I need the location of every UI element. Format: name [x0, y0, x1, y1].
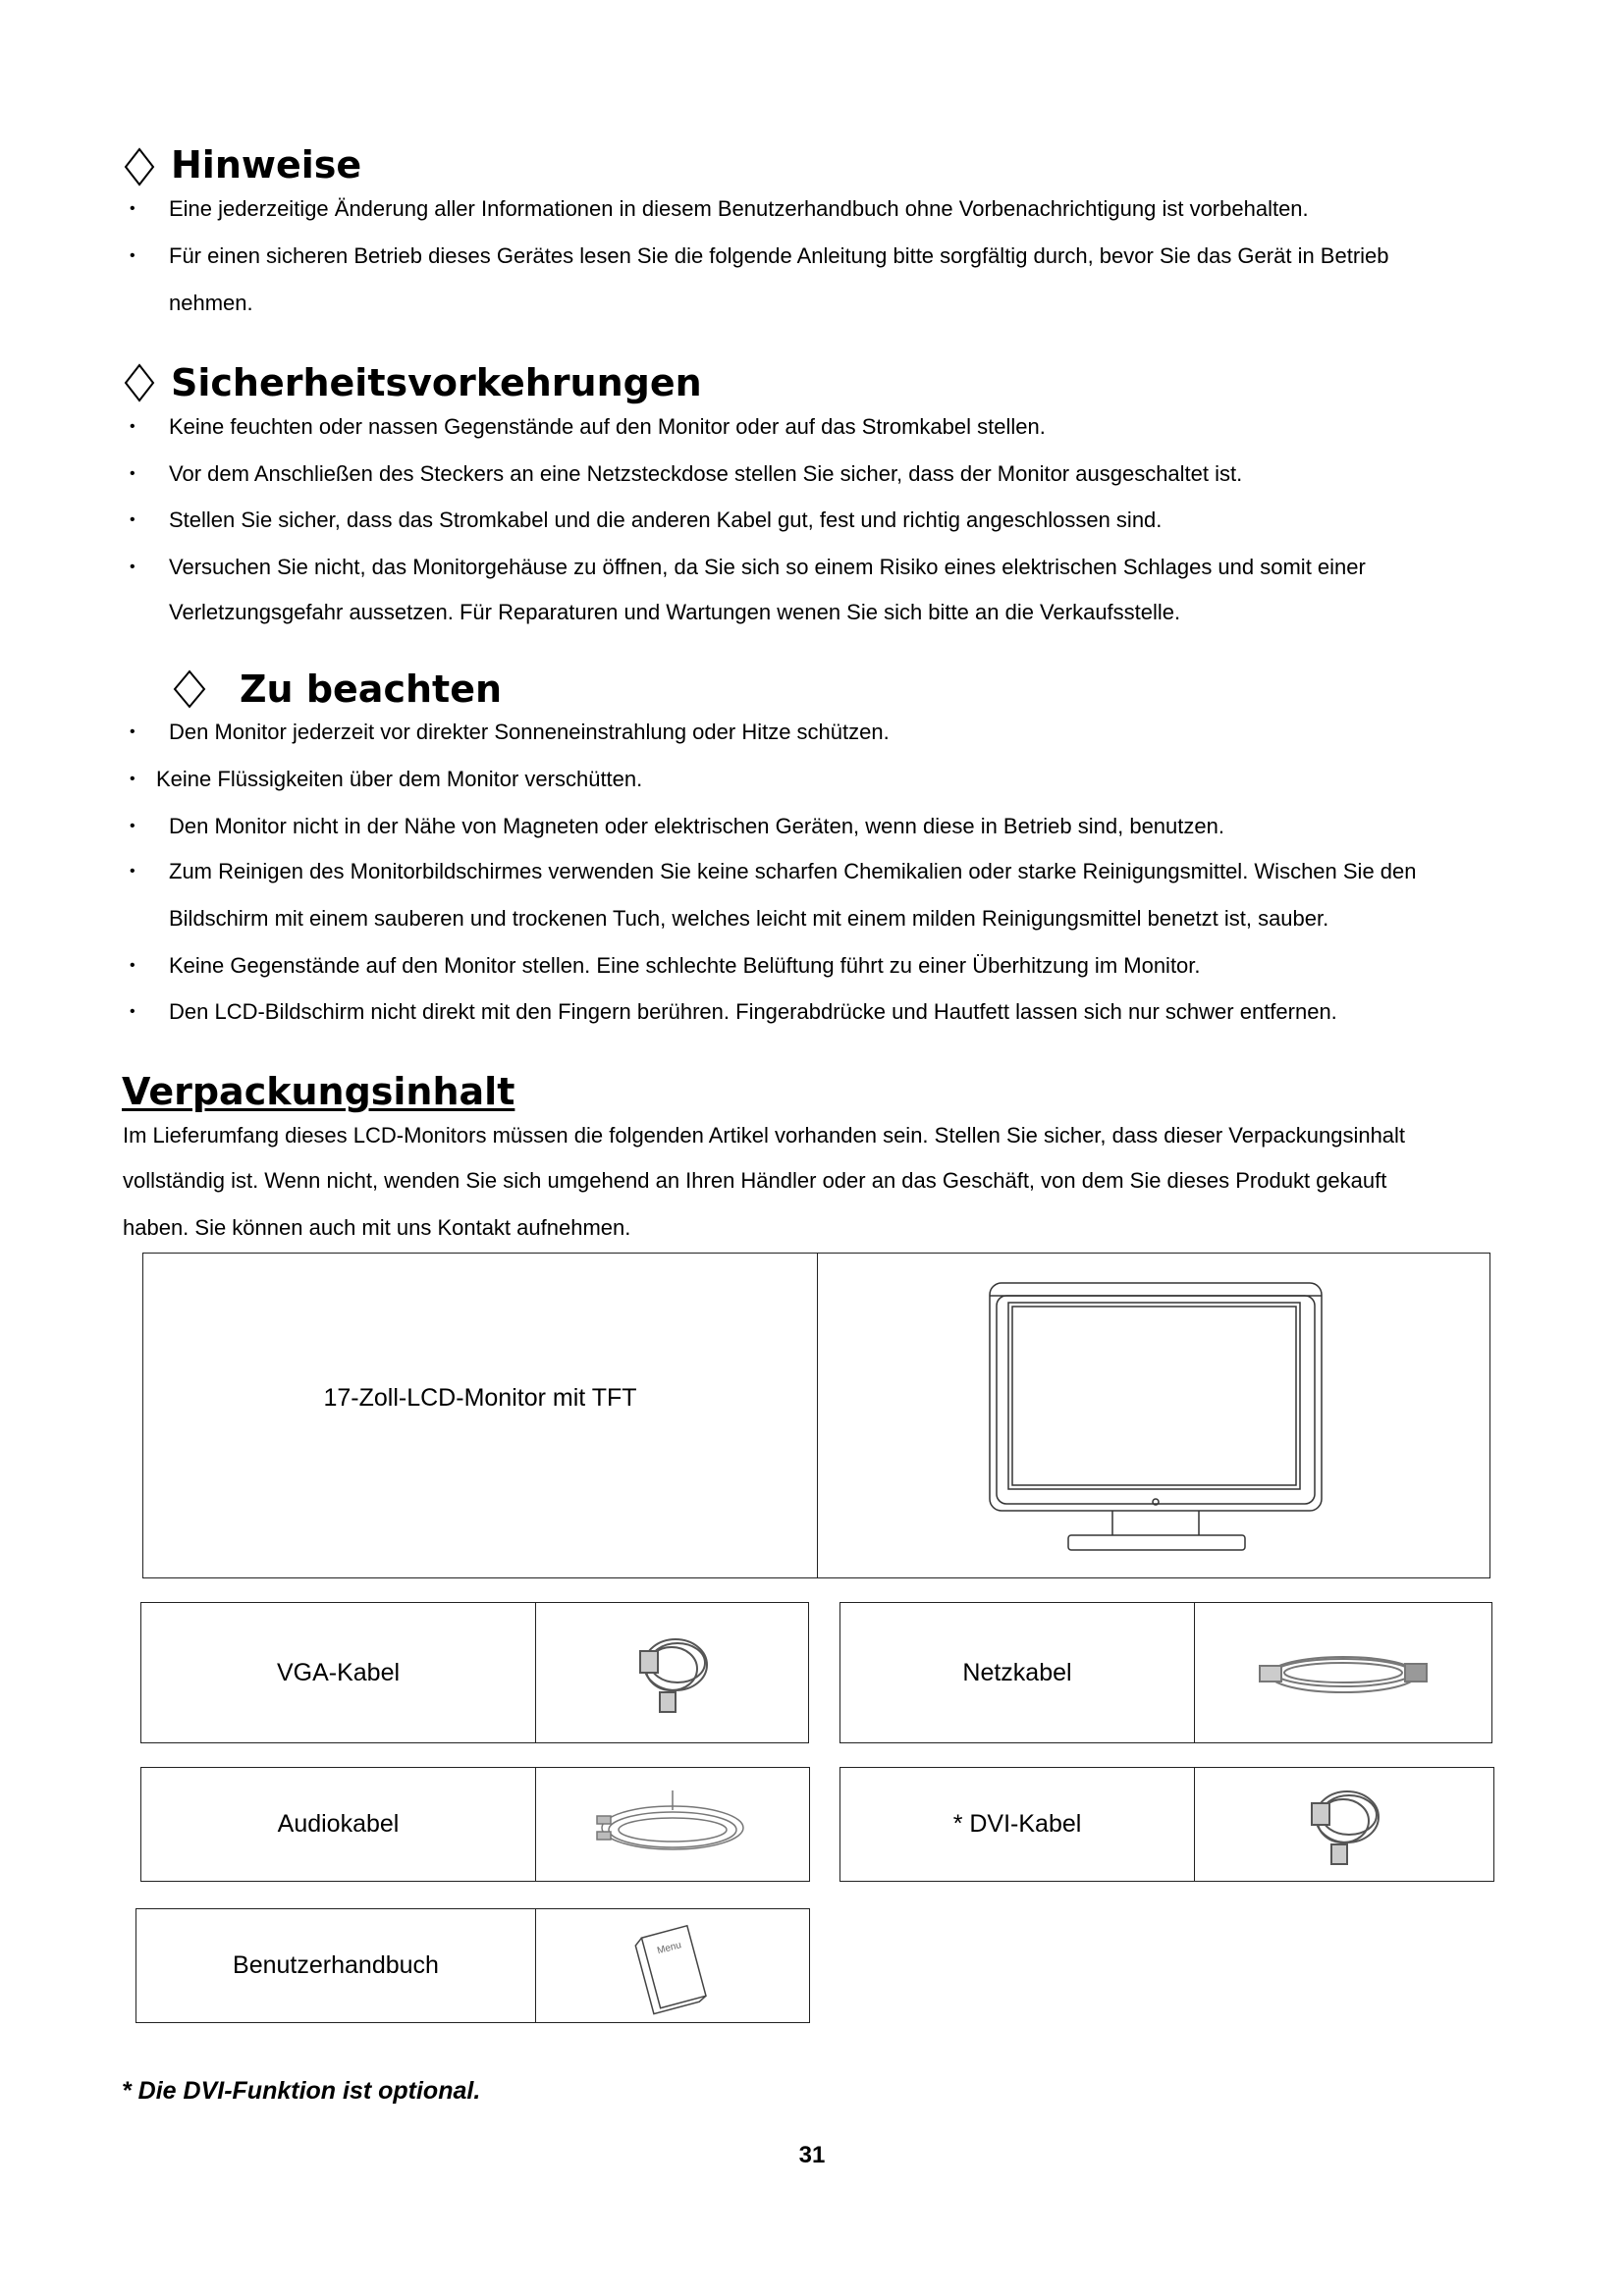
list-item: Den Monitor jederzeit vor direkter Sonneneinstrahlung oder Hitze schützen. [169, 720, 890, 744]
bullet: • [130, 559, 135, 575]
list-item: Keine Gegenstände auf den Monitor stellen. Eine schlechte Belüftung führt zu einer Überhitzung im Monitor. [169, 953, 1201, 978]
paragraph-line: vollständig ist. Wenn nicht, wenden Sie sich umgehend an Ihren Händler oder an das Geschäft, von dem Sie dieses Produkt gekauft [123, 1168, 1387, 1193]
section-title-beachten: Zu beachten [240, 667, 503, 711]
item-label: Benutzerhandbuch [233, 1951, 439, 1979]
item-label: Audiokabel [277, 1810, 400, 1838]
section-title-verpackung: Verpackungsinhalt [122, 1070, 515, 1113]
list-item-continuation: nehmen. [169, 291, 253, 315]
diamond-icon [124, 147, 155, 187]
list-item: Für einen sicheren Betrieb dieses Gerätes lesen Sie die folgende Anleitung bitte sorgfältig durch, bevor Sie das Gerät in Betrieb [169, 243, 1389, 268]
vga-cable-image [535, 1603, 808, 1742]
dvi-cable-image [1194, 1768, 1493, 1881]
paragraph-line: haben. Sie können auch mit uns Kontakt aufnehmen. [123, 1215, 631, 1240]
package-item-manual [135, 1908, 810, 2023]
diamond-icon [173, 669, 206, 709]
section-title-sicherheit: Sicherheitsvorkehrungen [171, 361, 702, 404]
bullet: • [130, 511, 135, 528]
manual-icon-label: Menu [656, 1939, 683, 1956]
audio-cable-icon [579, 1781, 766, 1869]
section-title-hinweise: Hinweise [171, 143, 362, 187]
bullet: • [130, 863, 135, 880]
power-cable-image [1194, 1603, 1491, 1742]
package-item-power [839, 1602, 1492, 1743]
item-label: * DVI-Kabel [952, 1810, 1082, 1838]
bullet: • [130, 818, 135, 834]
bullet: • [130, 200, 135, 217]
power-cable-icon [1250, 1629, 1436, 1717]
bullet: • [130, 1003, 135, 1020]
vga-cable-icon [619, 1624, 727, 1722]
item-label: 17-Zoll-LCD-Monitor mit TFT [323, 1383, 637, 1412]
audio-cable-image [535, 1768, 809, 1881]
bullet: • [130, 723, 135, 740]
dvi-cable-icon [1290, 1776, 1398, 1874]
package-item-vga [140, 1602, 809, 1743]
list-item: Keine Flüssigkeiten über dem Monitor verschütten. [156, 767, 643, 791]
manual-image [535, 1909, 809, 2022]
item-label: Netzkabel [962, 1658, 1072, 1686]
page-number: 31 [798, 2142, 826, 2168]
list-item-continuation: Verletzungsgefahr aussetzen. Für Reparaturen und Wartungen wenen Sie sich bitte an die Verkaufsstelle. [169, 600, 1181, 624]
bullet: • [130, 418, 135, 435]
bullet: • [130, 465, 135, 482]
diamond-icon [124, 363, 155, 402]
list-item: Eine jederzeitige Änderung aller Informationen in diesem Benutzerhandbuch ohne Vorbenachrichtigung ist vorbehalten. [169, 196, 1309, 221]
list-item: Zum Reinigen des Monitorbildschirmes verwenden Sie keine scharfen Chemikalien oder starke Reinigungsmittel. Wischen Sie den [169, 859, 1417, 883]
bullet: • [130, 957, 135, 974]
list-item: Stellen Sie sicher, dass das Stromkabel und die anderen Kabel gut, fest und richtig angeschlossen sind. [169, 507, 1163, 532]
list-item: Den LCD-Bildschirm nicht direkt mit den Fingern berühren. Fingerabdrücke und Hautfett lassen sich nur schwer entfernen. [169, 999, 1337, 1024]
list-item: Den Monitor nicht in der Nähe von Magneten oder elektrischen Geräten, wenn diese in Betrieb sind, benutzen. [169, 814, 1224, 838]
paragraph-line: Im Lieferumfang dieses LCD-Monitors müssen die folgenden Artikel vorhanden sein. Stellen Sie sicher, dass dieser Verpackungsinhalt [123, 1123, 1406, 1148]
monitor-icon [985, 1278, 1324, 1553]
manual-icon [628, 1917, 717, 2015]
bullet: • [130, 247, 135, 264]
bullet: • [130, 771, 135, 787]
footnote: * Die DVI-Funktion ist optional. [122, 2077, 481, 2105]
list-item-continuation: Bildschirm mit einem sauberen und trockenen Tuch, welches leicht mit einem milden Reinigungsmittel benetzt ist, sauber. [169, 906, 1329, 931]
list-item: Vor dem Anschließen des Steckers an eine Netzsteckdose stellen Sie sicher, dass der Monitor ausgeschaltet ist. [169, 461, 1243, 486]
item-label: VGA-Kabel [276, 1658, 401, 1686]
package-item-dvi [839, 1767, 1494, 1882]
package-item-monitor [142, 1253, 1490, 1578]
package-item-audio [140, 1767, 810, 1882]
monitor-image [817, 1254, 1489, 1577]
list-item: Versuchen Sie nicht, das Monitorgehäuse zu öffnen, da Sie sich so einem Risiko eines elektrischen Schlages und somit einer [169, 555, 1366, 579]
list-item: Keine feuchten oder nassen Gegenstände auf den Monitor oder auf das Stromkabel stellen. [169, 414, 1046, 439]
